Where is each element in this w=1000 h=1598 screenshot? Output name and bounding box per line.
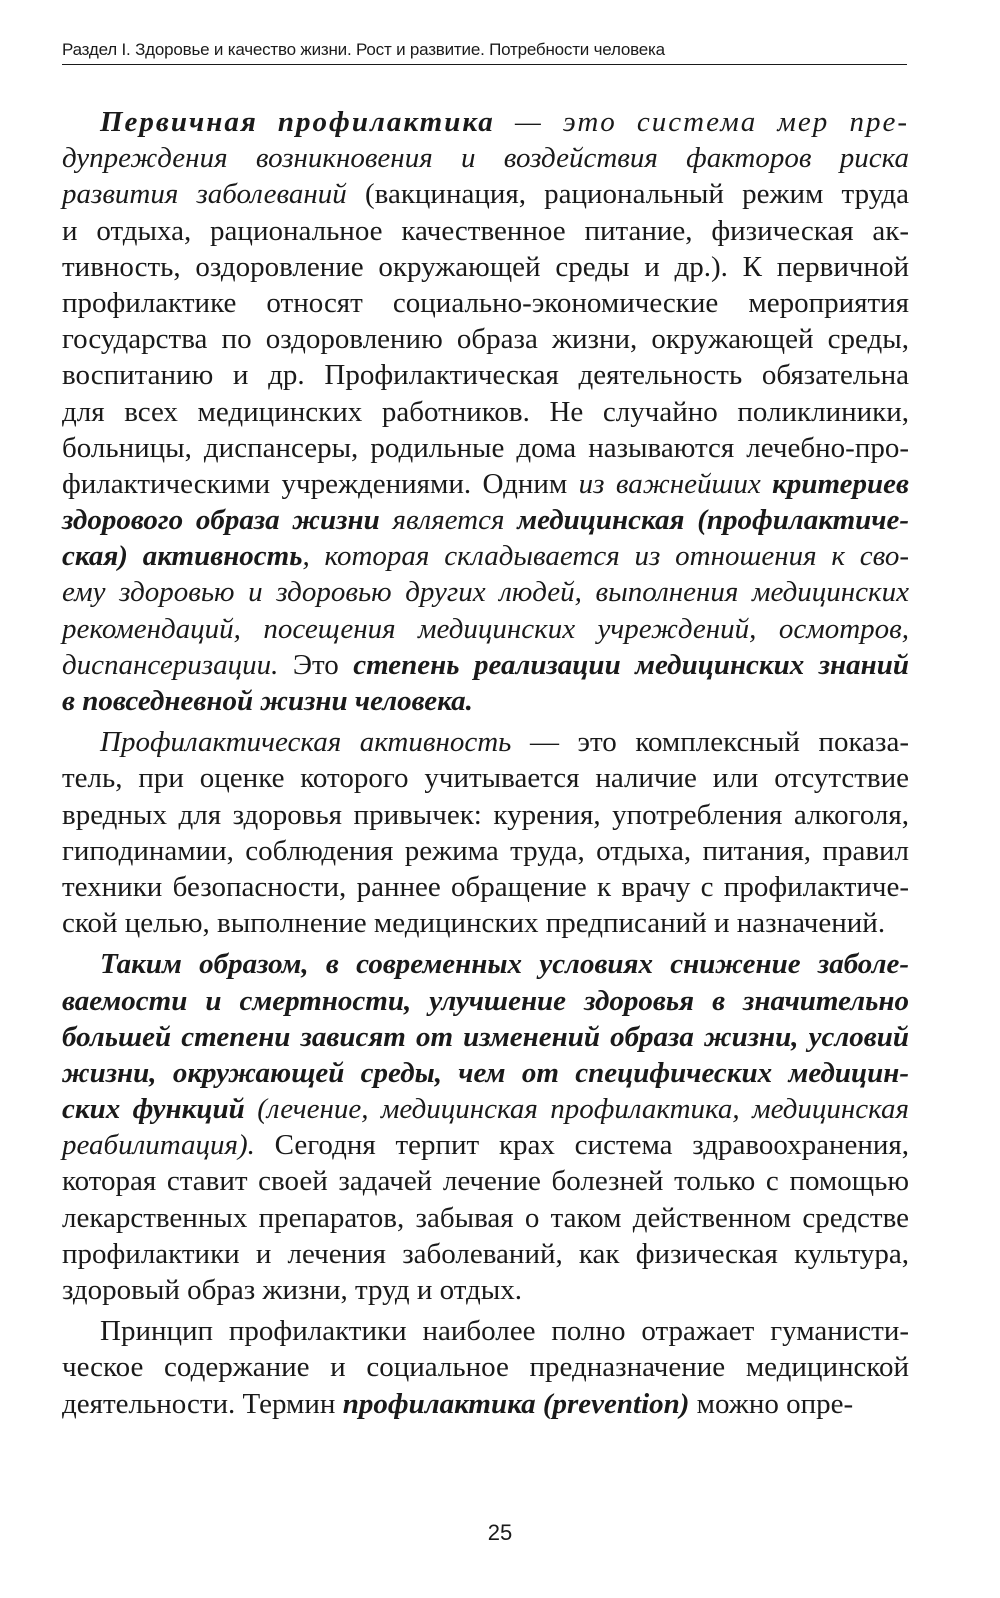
text-span: , которая складывается из отношения к сво- bbox=[302, 540, 909, 573]
text-span: деятельности. Термин bbox=[62, 1387, 343, 1420]
text-span: — это комплексный показа- bbox=[511, 726, 909, 759]
text-span: Сегодня терпит крах система здравоохранения, bbox=[254, 1129, 909, 1162]
paragraph bbox=[62, 104, 909, 719]
text-line bbox=[62, 905, 909, 941]
text-span: диспансеризации. bbox=[62, 648, 279, 681]
body-text bbox=[62, 104, 909, 1422]
text-line bbox=[62, 1091, 909, 1127]
text-span: гиподинамии, соблюдения режима труда, отдыха, питания, правил bbox=[62, 834, 909, 867]
text-span: ских функций bbox=[62, 1093, 245, 1126]
text-line bbox=[62, 394, 909, 430]
text-line bbox=[62, 833, 909, 869]
text-line bbox=[62, 1349, 909, 1385]
text-span: профилактики и лечения заболеваний, как физическая культура, bbox=[62, 1237, 909, 1270]
text-span: тель, при оценке которого учитывается наличие или отсутствие bbox=[62, 762, 909, 795]
text-line bbox=[62, 1127, 909, 1163]
text-line bbox=[62, 1019, 909, 1055]
text-span: (вакцинация, рациональный режим труда bbox=[346, 178, 909, 211]
running-header: Раздел I. Здоровье и качество жизни. Рост и развитие. Потребности человека bbox=[62, 40, 907, 65]
text-span: филактическими учреждениями. Одним bbox=[62, 467, 579, 500]
text-span: медицинская (профилактиче- bbox=[517, 504, 910, 537]
text-line bbox=[62, 760, 909, 796]
text-line bbox=[62, 1386, 909, 1422]
text-line bbox=[62, 502, 909, 538]
text-span: ему здоровью и здоровью других людей, выполнения медицинских bbox=[62, 576, 909, 609]
text-span: для всех медицинских работников. Не случайно поликлиники, bbox=[62, 395, 909, 428]
text-span: которая ставит своей задачей лечение болезней только с помощью bbox=[62, 1165, 909, 1198]
text-line bbox=[62, 574, 909, 610]
text-line bbox=[62, 611, 909, 647]
text-line bbox=[62, 1313, 909, 1349]
text-span: профилактика (prevention) bbox=[342, 1387, 690, 1420]
text-line bbox=[62, 140, 909, 176]
text-span: реабилитация). bbox=[62, 1129, 255, 1162]
text-span: из важнейших bbox=[578, 467, 773, 500]
paragraph bbox=[62, 724, 909, 941]
text-line bbox=[62, 430, 909, 466]
text-span: здоровый образ жизни, труд и отдых. bbox=[62, 1274, 523, 1306]
text-span: ваемости и смертности, улучшение здоровья в значительно bbox=[62, 984, 909, 1017]
text-span: ческое содержание и социальное предназначение медицинской bbox=[62, 1351, 909, 1384]
text-span: государства по оздоровлению образа жизни, окружающей среды, bbox=[62, 323, 909, 356]
text-line bbox=[62, 647, 909, 683]
text-line bbox=[62, 1236, 909, 1272]
text-line bbox=[62, 797, 909, 833]
text-line bbox=[62, 213, 909, 249]
text-span: тивность, оздоровление окружающей среды и др.). К первичной bbox=[62, 250, 909, 283]
text-span: жизни, окружающей среды, чем от специфических медицин- bbox=[62, 1056, 909, 1089]
text-span: можно опре- bbox=[689, 1387, 854, 1420]
text-line bbox=[62, 538, 909, 574]
text-line bbox=[62, 869, 909, 905]
text-line bbox=[62, 683, 909, 719]
text-line bbox=[62, 321, 909, 357]
text-line bbox=[62, 104, 909, 140]
text-line bbox=[62, 176, 909, 212]
text-span: лекарственных препаратов, забывая о таком действенном средстве bbox=[62, 1201, 909, 1234]
text-span: больницы, диспансеры, родильные дома называются лечебно-про- bbox=[62, 431, 909, 464]
paragraph bbox=[62, 1313, 909, 1422]
text-span: рекомендаций, посещения медицинских учреждений, осмотров, bbox=[62, 612, 909, 645]
text-span: Таким образом, в современных условиях снижение заболе- bbox=[100, 948, 909, 981]
text-span: техники безопасности, раннее обращение к врачу с профилактиче- bbox=[62, 870, 909, 903]
text-line bbox=[62, 946, 909, 982]
text-line bbox=[62, 285, 909, 321]
text-span: дупреждения возникновения и воздействия факторов риска bbox=[62, 142, 909, 175]
text-span: — это система мер пре- bbox=[494, 106, 909, 138]
text-line bbox=[62, 724, 909, 760]
text-line bbox=[62, 1055, 909, 1091]
text-line bbox=[62, 466, 909, 502]
text-span: Принцип профилактики наиболее полно отражает гуманисти- bbox=[100, 1315, 909, 1348]
text-line bbox=[62, 249, 909, 285]
text-line bbox=[62, 1200, 909, 1236]
text-line bbox=[62, 1272, 909, 1308]
text-span: развития заболеваний bbox=[62, 178, 347, 211]
text-span: степень реализации медицинских знаний bbox=[353, 648, 909, 681]
text-span: здорового образа жизни bbox=[62, 504, 380, 537]
paragraph bbox=[62, 946, 909, 1308]
text-span: Первичная профилактика bbox=[100, 106, 495, 138]
text-span: Профилактическая активность bbox=[100, 726, 512, 759]
text-span: ская) активность bbox=[62, 540, 303, 573]
text-span: профилактике относят социально-экономические мероприятия bbox=[62, 286, 909, 319]
text-line bbox=[62, 357, 909, 393]
text-line bbox=[62, 983, 909, 1019]
text-span: в повседневной жизни человека. bbox=[62, 685, 473, 717]
page-number: 25 bbox=[487, 1520, 513, 1545]
text-line bbox=[62, 1163, 909, 1199]
text-span: Это bbox=[278, 648, 354, 681]
text-span: воспитанию и др. Профилактическая деятельность обязательна bbox=[62, 359, 909, 392]
text-span: большей степени зависят от изменений образа жизни, условий bbox=[62, 1020, 909, 1053]
text-span: критериев bbox=[772, 467, 909, 500]
text-span: и отдыха, рациональное качественное питание, физическая ак- bbox=[62, 214, 909, 247]
text-span: (лечение, медицинская профилактика, медицинская bbox=[244, 1093, 910, 1126]
text-span: является bbox=[379, 504, 518, 537]
text-span: вредных для здоровья привычек: курения, употребления алкоголя, bbox=[62, 798, 909, 831]
text-span: ской целью, выполнение медицинских предписаний и назначений. bbox=[62, 907, 886, 940]
